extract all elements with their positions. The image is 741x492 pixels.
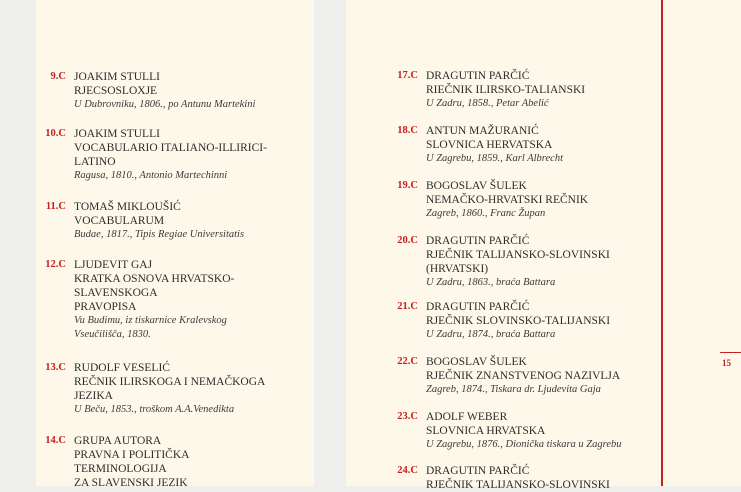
entry-title-line: PRAVNA I POLITIČKA (74, 449, 190, 461)
entry-publication: Budae, 1817., Tipis Regiae Universitatis (74, 229, 245, 240)
entry-title-line: PRAVOPISA (74, 301, 137, 313)
entry-number: 14.C (45, 435, 66, 446)
entry-title-line: ZA SLAVENSKI JEZIK (74, 477, 188, 489)
catalog-entry (392, 179, 588, 221)
entry-number: 10.C (45, 128, 66, 139)
entry-author: DRAGUTIN PARČIĆ (426, 465, 530, 477)
entry-publication: U Zagrebu, 1859., Karl Albrecht (426, 153, 563, 164)
entry-author: LJUDEVIT GAJ (74, 259, 153, 271)
entry-author: JOAKIM STULLI (74, 128, 160, 140)
catalog-entry (392, 355, 620, 397)
entry-author: ADOLF WEBER (426, 411, 508, 423)
entry-title-line: RJEČNIK TALIJANSKO-SLOVINSKI (426, 479, 610, 491)
entry-number: 19.C (397, 180, 418, 191)
entry-author: DRAGUTIN PARČIĆ (426, 301, 530, 313)
entry-publication: Zagreb, 1860., Franc Župan (426, 208, 546, 219)
entry-title-line: NEMAČKO-HRVATSKI REČNIK (426, 194, 589, 206)
entry-author: BOGOSLAV ŠULEK (426, 356, 527, 368)
entry-number: 9.C (50, 71, 66, 82)
entry-title-line: (HRVATSKI) (426, 263, 489, 275)
entry-title-line: SLOVNICA HRVATSKA (426, 425, 546, 437)
entry-publication: U Zadru, 1874., braća Battara (426, 329, 556, 340)
entry-number: 24.C (397, 465, 418, 476)
entry-publication: U Dubrovniku, 1806., po Antunu Martekini (74, 99, 256, 110)
catalog-entry (40, 200, 244, 242)
entry-title-line: KRATKA OSNOVA HRVATSKO- (74, 273, 235, 285)
entry-title-line: RJEČNIK ZNANSTVENOG NAZIVLJA (426, 370, 621, 382)
entry-number: 21.C (397, 301, 418, 312)
entry-title-line: REČNIK ILIRSKOGA I NEMAČKOGA (74, 376, 266, 388)
entry-publication: Vu Budimu, iz tiskarnice Kralevskog (74, 315, 227, 326)
entry-author: DRAGUTIN PARČIĆ (426, 235, 530, 247)
entry-number: 11.C (45, 201, 66, 212)
entry-publication: U Zagrebu, 1876., Dionička tiskara u Zagrebu (426, 439, 622, 450)
entry-title-line: RJECSOSLOXJE (74, 85, 158, 97)
entry-number: 13.C (45, 362, 66, 373)
entry-author: JOAKIM STULLI (74, 71, 160, 83)
entry-title-line: LATINO (74, 156, 116, 168)
entry-number: 18.C (397, 125, 418, 136)
entry-number: 20.C (397, 235, 418, 246)
entry-title-line: RJEČNIK TALIJANSKO-SLOVINSKI (426, 249, 610, 261)
entry-number: 17.C (397, 70, 418, 81)
catalog-entry (392, 69, 585, 111)
entry-number: 12.C (45, 259, 66, 270)
entry-publication: U Beču, 1853., troškom A.A.Venedikta (74, 404, 235, 415)
entry-author: DRAGUTIN PARČIĆ (426, 70, 530, 82)
catalog-entry (40, 434, 189, 490)
entry-number: 23.C (397, 411, 418, 422)
page-number: 15 (722, 358, 731, 368)
catalog-entry (40, 361, 265, 417)
catalog-entry (392, 124, 563, 166)
catalog-entry (40, 127, 267, 183)
entry-number: 22.C (397, 356, 418, 367)
entry-title-line: SLOVNICA HERVATSKA (426, 139, 553, 151)
entry-publication: U Zadru, 1858., Petar Abelić (426, 98, 549, 109)
entry-publication: Zagreb, 1874., Tiskara dr. Ljudevita Gaja (426, 384, 601, 395)
catalog-entry (392, 410, 622, 452)
right-margin (663, 0, 741, 486)
catalog-entry (392, 464, 610, 492)
entry-author: RUDOLF VESELIĆ (74, 362, 170, 374)
entry-publication: Vseučilišča, 1830. (74, 329, 151, 340)
entry-title-line: VOCABULARUM (74, 215, 165, 227)
catalog-entry (40, 70, 255, 112)
entry-title-line: TERMINOLOGIJA (74, 463, 167, 475)
entry-author: BOGOSLAV ŠULEK (426, 180, 527, 192)
entry-publication: U Zadru, 1863., braća Battara (426, 277, 556, 288)
catalog-entry (392, 234, 610, 290)
entry-author: TOMAŠ MIKLOUŠIĆ (74, 201, 181, 213)
catalog-entry (40, 258, 234, 342)
entry-title-line: RJEČNIK SLOVINSKO-TALIJANSKI (426, 315, 611, 327)
entry-title-line: SLAVENSKOGA (74, 287, 158, 299)
entry-author: ANTUN MAŽURANIĆ (426, 125, 539, 137)
page-number-rule (720, 352, 741, 353)
catalog-entry (392, 300, 610, 342)
entry-publication: Ragusa, 1810., Antonio Martechinni (74, 170, 228, 181)
entry-author: GRUPA AUTORA (74, 435, 162, 447)
entry-title-line: VOCABULARIO ITALIANO-ILLIRICI- (74, 142, 267, 154)
entry-title-line: RIEČNIK ILIRSKO-TALIANSKI (426, 84, 586, 96)
entry-title-line: JEZIKA (74, 390, 113, 402)
